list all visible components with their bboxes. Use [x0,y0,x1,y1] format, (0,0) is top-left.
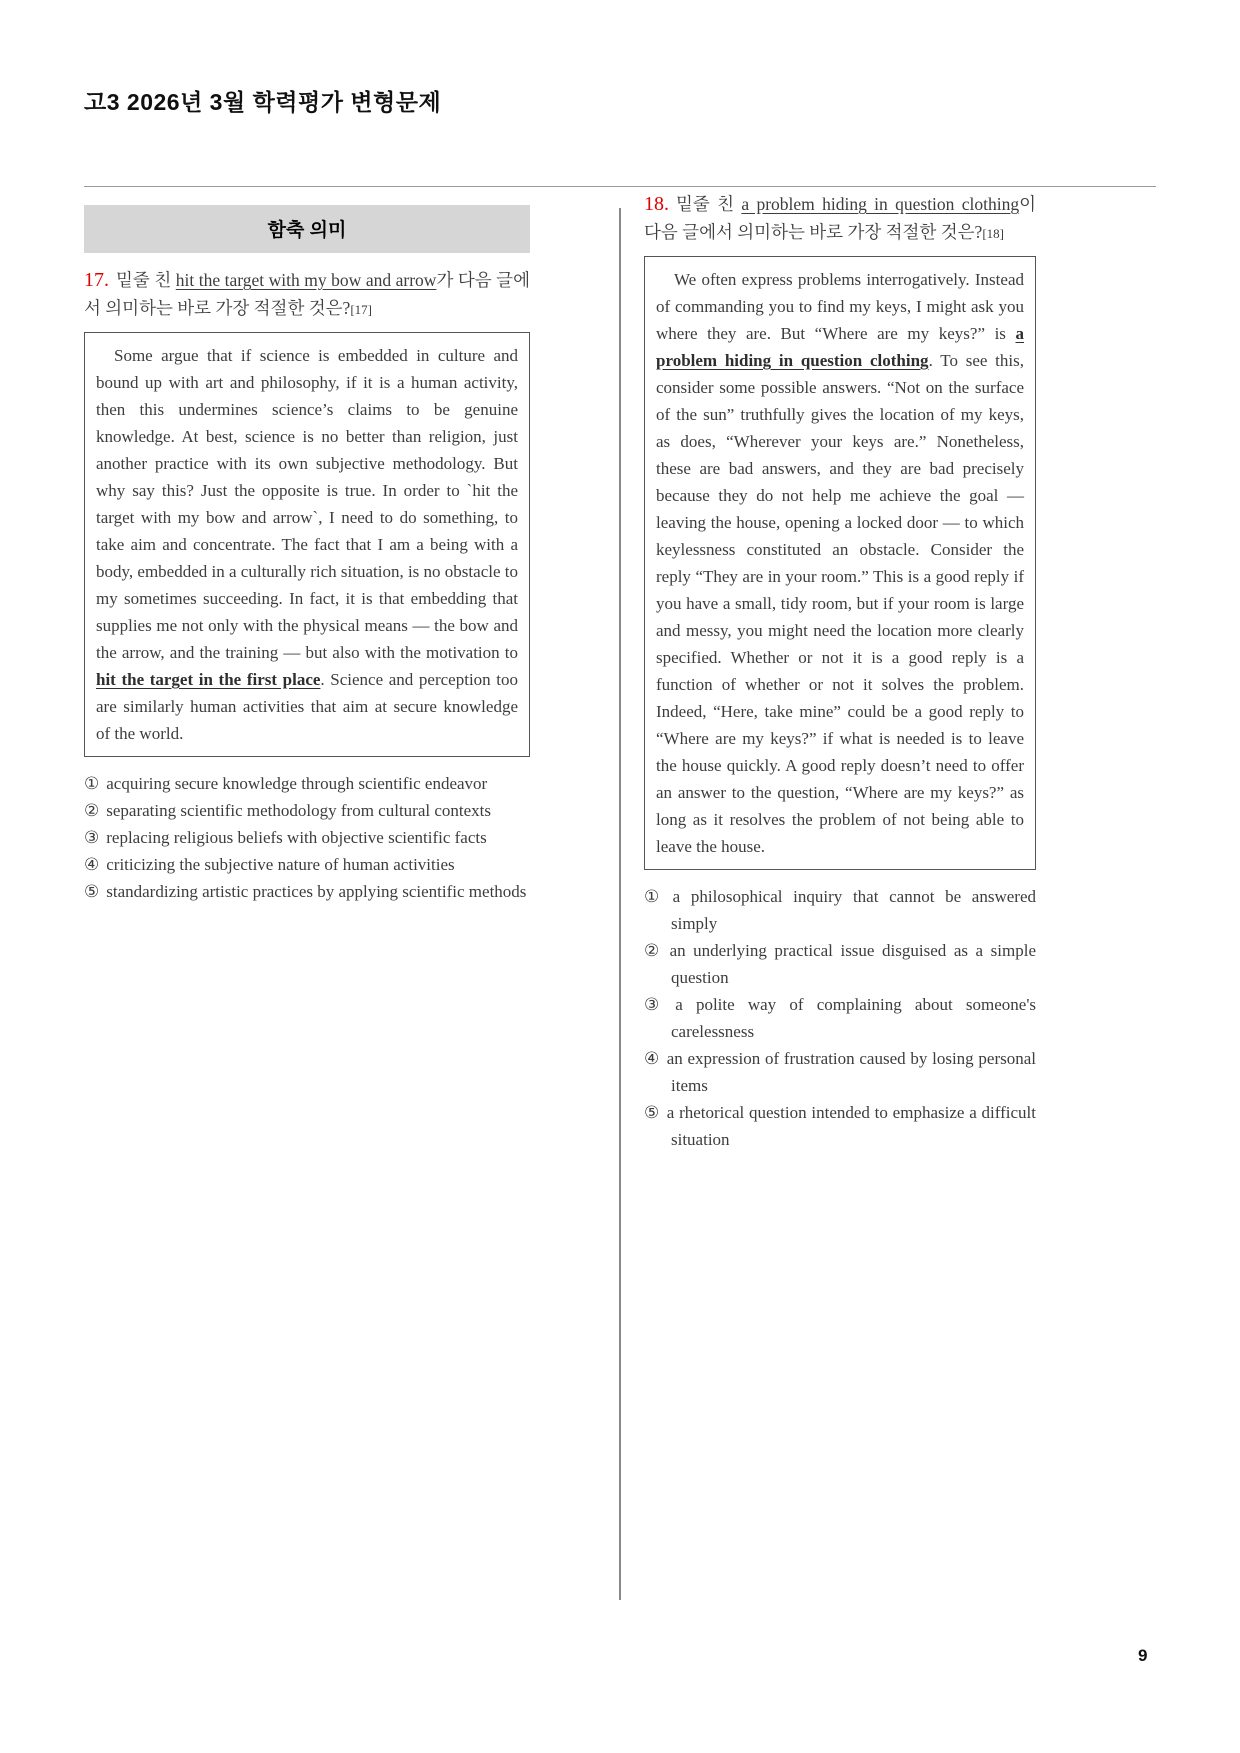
choice-marker: ③ [644,995,669,1014]
question-17-number: 17. [84,269,109,291]
column-divider-line [619,208,621,1600]
question-18-stem-text [644,194,1036,242]
question-18-choices [644,883,1036,1153]
underlined-phrase: hit the target in the first place [96,670,321,689]
choice-marker: ② [84,801,100,820]
choice-text: a philosophical inquiry that cannot be answered simply [671,887,1036,933]
page-number: 9 [1138,1646,1148,1665]
text-segment: . To see this, consider some possible answers. “Not on the surface of the sun” truthfully gives the location of my keys, as does, “Wherever your keys are.” Nonetheless, these are bad answers, and they are bad precisely because they do not help me achieve the goal — leaving the house, opening a locked door — to which keylessness constituted an obstacle. Consider the reply “They are in your room.” This is a good reply if you have a small, tidy room, but if your room is large and messy, you might need the location more clearly specified. Whether or not it is a good reply is a function of whether or not it solves the problem. Indeed, “Here, take mine” could be a good reply to “Where are my keys?” if what is needed is to leave the house quickly. A good reply doesn’t need to offer an answer to the question, “Where are my keys?” as long as it resolves the problem of not being able to leave the house. [656,351,1024,856]
header-divider-line [84,186,1156,187]
page-title: 고3 2026년 3월 학력평가 변형문제 [84,89,442,115]
choice-marker: ③ [84,828,100,847]
text-segment: . Science and perception too are similarly human activities that aim at secure knowledge of the world. [96,670,518,743]
left-column [84,205,530,905]
choice-item [644,937,1036,991]
choice-marker: ② [644,941,663,960]
question-18-passage-text [656,266,1024,860]
question-17-choices [84,770,530,905]
question-17-stem-text [84,270,530,318]
underlined-phrase: a problem hiding in question clothing [741,194,1020,214]
choice-text: an underlying practical issue disguised as a simple question [669,941,1036,987]
text-segment: Some argue that if science is embedded in culture and bound up with art and philosophy, if it is a human activity, then this undermines science’s claims to be genuine knowledge. At best, science is no better than religion, just another practice with its own subjective methodology. But why say this? Just the opposite is true. In order to `hit the target with my bow and arrow`, I need to do something, to take aim and concentrate. The fact that I am a being with a body, embedded in a culturally rich situation, is no obstacle to my sometimes succeeding. In fact, it is that embedding that supplies me not only with the physical means — the bow and the arrow, and the training — but also with the motivation to [96,346,518,662]
choice-item [84,824,530,851]
question-18-passage-box [644,256,1036,870]
choice-item [84,770,530,797]
text-segment: [18] [982,226,1004,241]
choice-marker: ④ [644,1049,660,1068]
choice-item [644,1045,1036,1099]
choice-text: a rhetorical question intended to emphasize a difficult situation [666,1103,1036,1149]
choice-text: an expression of frustration caused by losing personal items [666,1049,1036,1095]
text-segment: [17] [350,302,372,317]
text-segment: 가 다음 글에서 의미하는 바로 가장 적절한 것은? [84,270,530,318]
section-header: 함축 의미 [84,205,530,253]
choice-marker: ① [84,774,100,793]
choice-item [84,878,530,905]
choice-item [644,1099,1036,1153]
choice-item [84,851,530,878]
choice-item [644,883,1036,937]
choice-text: acquiring secure knowledge through scientific endeavor [106,774,488,793]
text-segment: 밑줄 친 [676,194,742,214]
underlined-phrase: a problem hiding in question clothing [656,324,1024,370]
choice-marker: ④ [84,855,100,874]
choice-marker: ⑤ [644,1103,660,1122]
text-segment: 밑줄 친 [116,270,176,290]
question-17-passage-text [96,342,518,747]
question-17-passage-box [84,332,530,757]
question-18-number: 18. [644,193,669,215]
choice-marker: ① [644,887,666,906]
right-column [644,190,1036,1153]
text-segment: We often express problems interrogatively. Instead of commanding you to find my keys, I might ask you where they are. But “Where are my keys?” is [656,270,1024,343]
choice-text: replacing religious beliefs with objective scientific facts [106,828,487,847]
choice-text: separating scientific methodology from cultural contexts [106,801,491,820]
choice-text: criticizing the subjective nature of human activities [106,855,455,874]
choice-text: standardizing artistic practices by applying scientific methods [106,882,527,901]
underlined-phrase: hit the target with my bow and arrow [175,270,437,290]
choice-item [644,991,1036,1045]
question-18-stem [644,190,1036,248]
choice-marker: ⑤ [84,882,100,901]
choice-text: a polite way of complaining about someone's carelessness [671,995,1036,1041]
question-17-stem [84,266,530,324]
text-segment: 이 다음 글에서 의미하는 바로 가장 적절한 것은? [644,194,1036,242]
choice-item [84,797,530,824]
